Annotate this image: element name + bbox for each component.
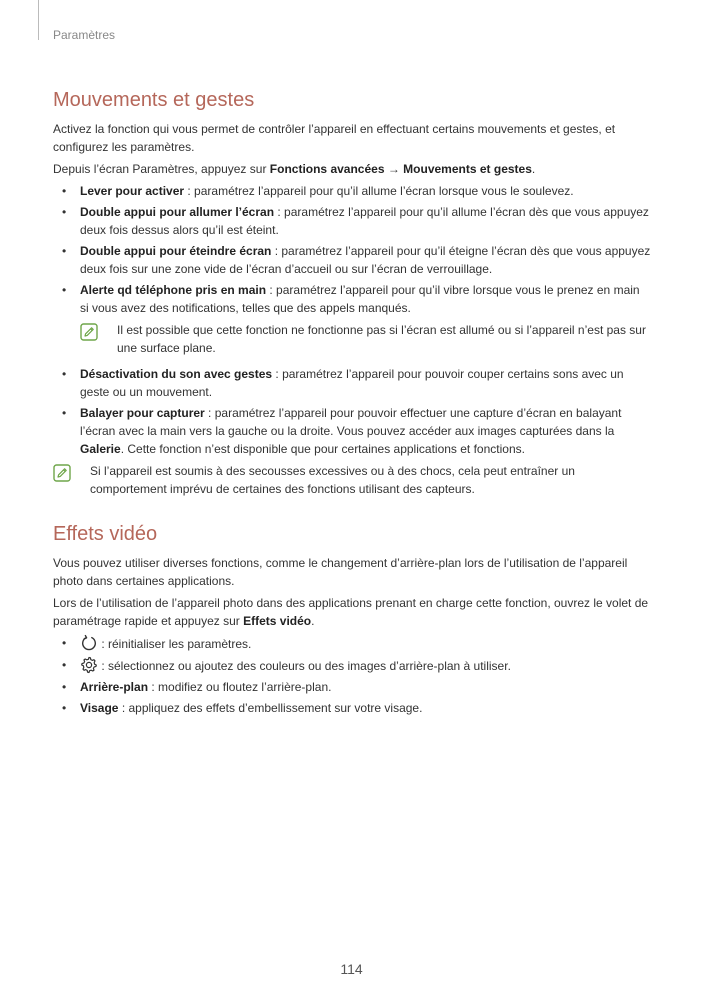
bullet: • — [62, 406, 67, 420]
list-item — [53, 699, 651, 717]
list-item — [53, 182, 651, 200]
bullet: • — [62, 636, 67, 650]
instruction-text: Lors de l’utilisation de l’appareil photo dans des applications prenant en charge cette fonction, ouvrez le volet de paramétrage rapide et appuyez sur — [53, 596, 649, 628]
path-bold-motions: Mouvements et gestes — [403, 162, 532, 176]
bullet: • — [62, 283, 67, 297]
intro-paragraph: Vous pouvez utiliser diverses fonctions, comme le changement d’arrière-plan lors de l’utilisation de l’appareil photo dans certaines applications. — [53, 556, 628, 588]
item-title: Balayer pour capturer — [80, 406, 205, 420]
path-suffix: . — [531, 162, 536, 176]
page-number: 114 — [340, 961, 363, 977]
note-text: Il est possible que cette fonction ne fonctionne pas si l’écran est allumé ou si l’appareil n’est pas sur une surface plane. — [117, 323, 646, 355]
list-item — [53, 365, 651, 401]
item-text: : appliquez des effets d’embellissement sur votre visage. — [118, 701, 423, 715]
path-paragraph — [53, 160, 651, 178]
bullet: • — [62, 658, 67, 672]
list-item — [53, 634, 651, 653]
section-motions-gestures — [53, 86, 651, 498]
bullet: • — [62, 701, 67, 715]
note-box — [80, 321, 651, 357]
note-icon — [80, 323, 98, 341]
list-item — [53, 678, 651, 696]
item-text: : paramétrez l’appareil pour qu’il allume l’écran dès que vous appuyez deux fois dessus alors qu’il est éteint. — [80, 205, 649, 237]
item-text: : modifiez ou floutez l’arrière-plan. — [148, 680, 332, 694]
item-text: : sélectionnez ou ajoutez des couleurs ou des images d’arrière-plan à utiliser. — [98, 659, 511, 673]
instruction-paragraph — [53, 594, 651, 630]
item-text: : paramétrez l’appareil pour pouvoir couper certains sons avec un geste ou un mouvement. — [80, 367, 624, 399]
item-title: Lever pour activer — [80, 184, 185, 198]
note-icon — [53, 464, 71, 482]
reset-icon — [80, 634, 98, 652]
feature-list-continued — [53, 365, 651, 458]
item-title: Visage — [80, 701, 119, 715]
item-text: : paramétrez l’appareil pour qu’il allume l’écran lorsque vous le soulevez. — [184, 184, 574, 198]
item-text: : paramétrez l’appareil pour qu’il éteigne l’écran dès que vous appuyez deux fois sur une zone vide de l’écran d’accueil ou sur l’écran de verrouillage. — [80, 244, 651, 276]
item-title: Alerte qd téléphone pris en main — [80, 283, 267, 297]
section-title: Mouvements et gestes — [53, 89, 255, 111]
video-effects-list — [53, 634, 651, 717]
list-item — [53, 242, 651, 278]
item-title: Double appui pour allumer l’écran — [80, 205, 275, 219]
page-content — [53, 80, 651, 720]
bullet: • — [62, 244, 67, 258]
feature-list — [53, 182, 651, 317]
settings-gear-icon — [80, 656, 98, 674]
intro-paragraph: Activez la fonction qui vous permet de contrôler l’appareil en effectuant certains mouvements et gestes, et configurez les paramètres. — [53, 122, 616, 154]
list-item — [53, 656, 651, 675]
bullet: • — [62, 367, 67, 381]
path-text: Depuis l’écran Paramètres, appuyez sur — [53, 162, 270, 176]
section-video-effects — [53, 520, 651, 717]
item-title: Arrière-plan — [80, 680, 149, 694]
path-arrow: → — [384, 162, 404, 176]
bullet: • — [62, 205, 67, 219]
instruction-suffix: . — [311, 614, 315, 628]
note-text: Si l’appareil est soumis à des secousses excessives ou à des chocs, cela peut entraîner un comportement imprévu de certaines des fonctions utilisant des capteurs. — [90, 464, 575, 496]
note-box — [53, 462, 651, 498]
item-text: . Cette fonction n’est disponible que pour certaines applications et fonctions. — [120, 442, 525, 456]
item-text: : paramétrez l’appareil pour pouvoir effectuer une capture d’écran en balayant l’écran avec la main vers la gauche ou la droite. Vous pouvez accéder aux images capturées dans la — [80, 406, 622, 438]
section-title: Effets vidéo — [53, 523, 158, 545]
path-bold-advanced: Fonctions avancées — [269, 162, 385, 176]
video-effects-bold: Effets vidéo — [243, 614, 312, 628]
bullet: • — [62, 184, 67, 198]
item-text: : réinitialiser les paramètres. — [98, 637, 252, 651]
bullet: • — [62, 680, 67, 694]
item-title: Désactivation du son avec gestes — [80, 367, 273, 381]
gallery-bold: Galerie — [80, 442, 121, 456]
section-header: Paramètres — [53, 28, 116, 42]
item-title: Double appui pour éteindre écran — [80, 244, 272, 258]
header-divider — [38, 0, 39, 40]
list-item — [53, 203, 651, 239]
list-item — [53, 404, 651, 458]
item-text: : paramétrez l’appareil pour qu’il vibre lorsque vous le prenez en main si vous avez des notifications, telles que des appels manqués. — [80, 283, 640, 315]
list-item — [53, 281, 651, 317]
